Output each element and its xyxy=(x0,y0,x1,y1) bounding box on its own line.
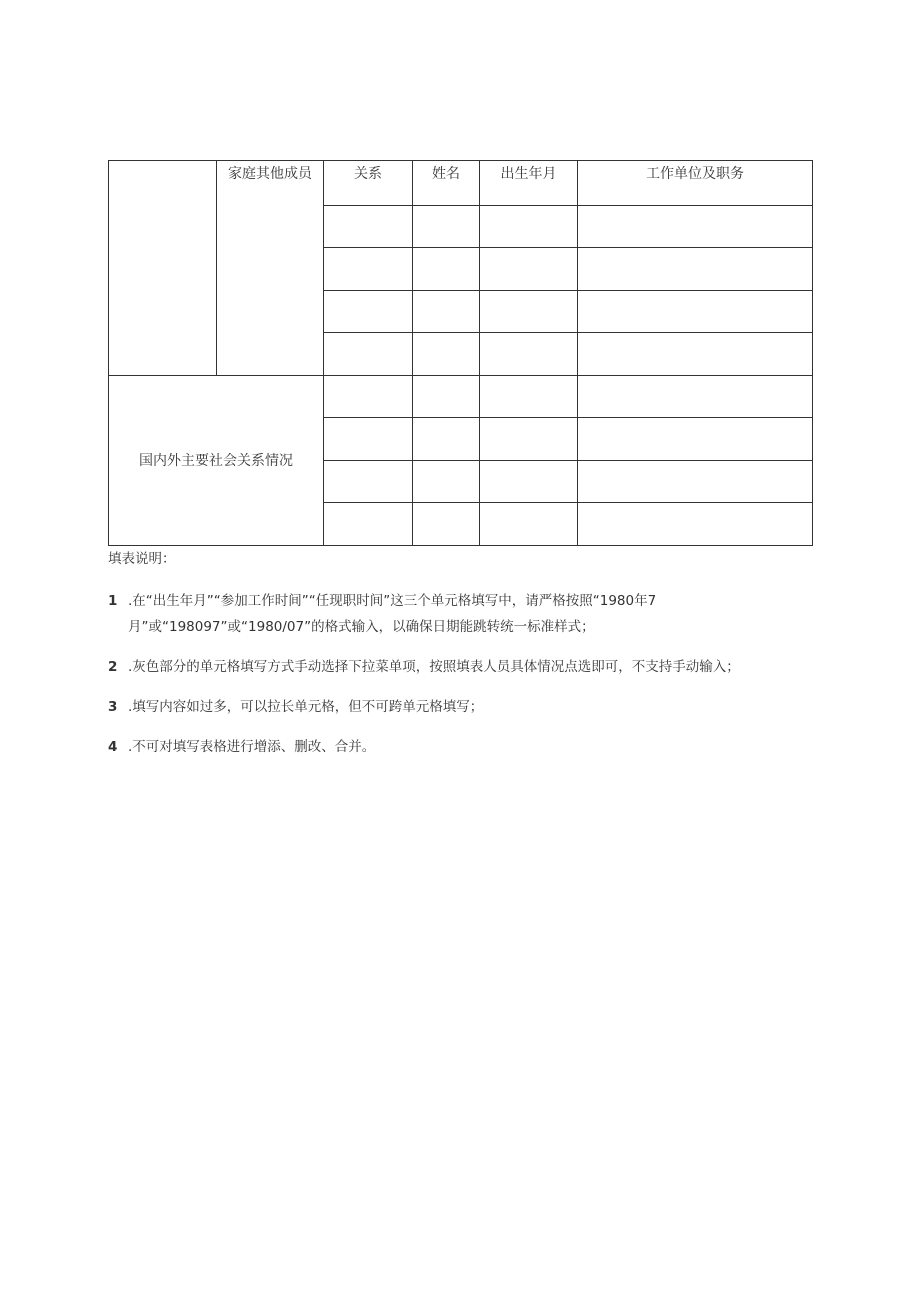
table-row xyxy=(109,375,813,418)
birth-date-cell[interactable] xyxy=(480,418,578,461)
instruction-text: .在“出生年月”“参加工作时间”“任现职时间”这三个单元格填写中，请严格按照“1980年7月”或“198097”或“1980/07”的格式输入，以确保日期能跳转统一标准样式； xyxy=(128,593,657,635)
blank-left-cell xyxy=(109,161,217,376)
relation-cell[interactable] xyxy=(324,418,413,461)
relation-cell[interactable] xyxy=(324,375,413,418)
name-cell[interactable] xyxy=(413,333,480,376)
relation-cell[interactable] xyxy=(324,290,413,333)
header-birth-date: 出生年月 xyxy=(480,161,578,206)
work-unit-cell[interactable] xyxy=(578,290,813,333)
name-cell[interactable] xyxy=(413,418,480,461)
family-members-label: 家庭其他成员 xyxy=(217,161,324,376)
instruction-item xyxy=(108,694,813,720)
header-work-unit-position: 工作单位及职务 xyxy=(578,161,813,206)
name-cell[interactable] xyxy=(413,205,480,248)
birth-date-cell[interactable] xyxy=(480,248,578,291)
birth-date-cell[interactable] xyxy=(480,290,578,333)
work-unit-cell[interactable] xyxy=(578,460,813,503)
relation-cell[interactable] xyxy=(324,205,413,248)
work-unit-cell[interactable] xyxy=(578,248,813,291)
birth-date-cell[interactable] xyxy=(480,205,578,248)
instruction-number: 3 xyxy=(108,699,118,715)
social-relations-label: 国内外主要社会关系情况 xyxy=(109,375,324,545)
instruction-text: .不可对填写表格进行增添、删改、合并。 xyxy=(128,739,376,755)
name-cell[interactable] xyxy=(413,248,480,291)
work-unit-cell[interactable] xyxy=(578,205,813,248)
relation-cell[interactable] xyxy=(324,460,413,503)
work-unit-cell[interactable] xyxy=(578,375,813,418)
work-unit-cell[interactable] xyxy=(578,333,813,376)
relations-table xyxy=(108,160,813,546)
table-header-row xyxy=(109,161,813,206)
header-relation: 关系 xyxy=(324,161,413,206)
name-cell[interactable] xyxy=(413,290,480,333)
name-cell[interactable] xyxy=(413,503,480,546)
instruction-item xyxy=(108,588,813,640)
instruction-number: 1 xyxy=(108,593,118,609)
instruction-text: .灰色部分的单元格填写方式手动选择下拉菜单项，按照填表人员具体情况点选即可，不支持手动输入； xyxy=(128,659,740,675)
instruction-item xyxy=(108,654,813,680)
birth-date-cell[interactable] xyxy=(480,333,578,376)
name-cell[interactable] xyxy=(413,460,480,503)
birth-date-cell[interactable] xyxy=(480,503,578,546)
header-name: 姓名 xyxy=(413,161,480,206)
work-unit-cell[interactable] xyxy=(578,503,813,546)
filling-instructions xyxy=(108,548,813,760)
instruction-number: 4 xyxy=(108,739,118,755)
work-unit-cell[interactable] xyxy=(578,418,813,461)
instruction-item xyxy=(108,734,813,760)
instruction-number: 2 xyxy=(108,659,118,675)
instruction-text: .填写内容如过多，可以拉长单元格，但不可跨单元格填写； xyxy=(128,699,484,715)
birth-date-cell[interactable] xyxy=(480,460,578,503)
instructions-title: 填表说明： xyxy=(108,551,176,567)
relation-cell[interactable] xyxy=(324,333,413,376)
name-cell[interactable] xyxy=(413,375,480,418)
birth-date-cell[interactable] xyxy=(480,375,578,418)
relation-cell[interactable] xyxy=(324,503,413,546)
relation-cell[interactable] xyxy=(324,248,413,291)
